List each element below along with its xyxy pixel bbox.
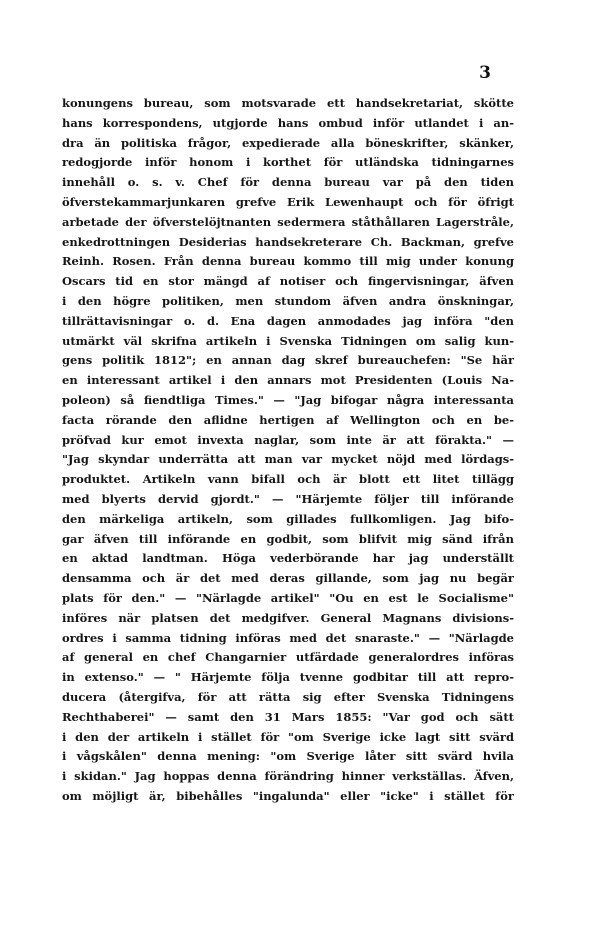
- text-line: pröfvad kur emot invexta naglar, som inte är att förakta." —: [62, 432, 514, 447]
- text-line: in extenso." — " Härjemte följa tvenne godbitar till att repro-: [62, 670, 514, 685]
- text-line: enkedrottningen Desiderias handsekreterare Ch. Backman, grefve: [62, 234, 514, 249]
- text-line: konungens bureau, som motsvarade ett handsekretariat, skötte: [62, 96, 514, 110]
- page-number: 3: [479, 63, 491, 83]
- text-line: gar äfven till införande en godbit, som blifvit mig sänd ifrån: [62, 531, 514, 546]
- text-line: ordres i samma tidning införas med det snaraste." — "Närlagde: [62, 630, 514, 645]
- text-line: en aktad landtman. Höga vederbörande har jag underställt: [62, 551, 514, 566]
- text-line: gens politik 1812"; en annan dag skref bureauchefen: "Se här: [62, 353, 514, 368]
- text-line: poleon) så fiendtliga Times." — "Jag bifogar några interessanta: [62, 392, 514, 407]
- text-line: densamma och är det med deras gillande, som jag nu begär: [62, 571, 514, 586]
- text-line: arbetade der öfverstelöjtnanten sedermera ståthållaren Lagerstråle,: [62, 214, 514, 229]
- text-line: i vågskålen" denna mening: "om Sverige låter sitt svärd hvila: [62, 749, 514, 764]
- text-line: Reinh. Rosen. Från denna bureau kommo till mig under konung: [62, 254, 514, 269]
- text-line: en interessant artikel i den annars mot Presidenten (Louis Na-: [62, 373, 514, 388]
- text-line: införes när platsen det medgifver. General Magnans divisions-: [62, 610, 514, 625]
- text-line: Rechthaberei" — samt den 31 Mars 1855: "Var god och sätt: [62, 709, 514, 724]
- text-line: om möjligt är, bibehålles "ingalunda" eller "icke" i stället för: [62, 788, 514, 803]
- text-line: med blyerts dervid gjordt." — "Härjemte följer till införande: [62, 491, 514, 506]
- text-line: öfverstekammarjunkaren grefve Erik Lewenhaupt och för öfrigt: [62, 194, 514, 209]
- text-line: facta rörande den aflidne hertigen af Wellington och en be-: [62, 412, 514, 427]
- text-line: i den der artikeln i stället för "om Sverige icke lagt sitt svärd: [62, 729, 514, 744]
- text-line: hans korrespondens, utgjorde hans ombud inför utlandet i an-: [62, 115, 514, 130]
- text-line: plats för den." — "Närlagde artikel" "Ou en est le Socialisme": [62, 590, 514, 605]
- text-line: ducera (återgifva, för att rätta sig efter Svenska Tidningens: [62, 689, 514, 704]
- text-line: af general en chef Changarnier utfärdade generalordres införas: [62, 650, 514, 665]
- text-line: innehåll o. s. v. Chef för denna bureau var på den tiden: [62, 175, 514, 190]
- text-line: redogjorde inför honom i korthet för utländska tidningarnes: [62, 155, 514, 170]
- text-line: i den högre politiken, men stundom äfven andra önskningar,: [62, 293, 514, 308]
- text-line: produktet. Artikeln vann bifall och är blott ett litet tillägg: [62, 472, 514, 487]
- text-line: i skidan." Jag hoppas denna förändring hinner verkställas. Äfven,: [62, 769, 514, 784]
- text-line: tillrättavisningar o. d. Ena dagen anmodades jag införa "den: [62, 313, 514, 328]
- text-line: Oscars tid en stor mängd af notiser och fingervisningar, äfven: [62, 274, 514, 289]
- text-line: utmärkt väl skrifna artikeln i Svenska Tidningen om salig kun-: [62, 333, 514, 348]
- body-text: [62, 94, 514, 807]
- text-line: den märkeliga artikeln, som gillades fullkomligen. Jag bifo-: [62, 511, 514, 526]
- text-line: "Jag skyndar underrätta att man var mycket nöjd med lördags-: [62, 452, 514, 467]
- text-line: dra än politiska frågor, expedierade alla böneskrifter, skänker,: [62, 135, 514, 150]
